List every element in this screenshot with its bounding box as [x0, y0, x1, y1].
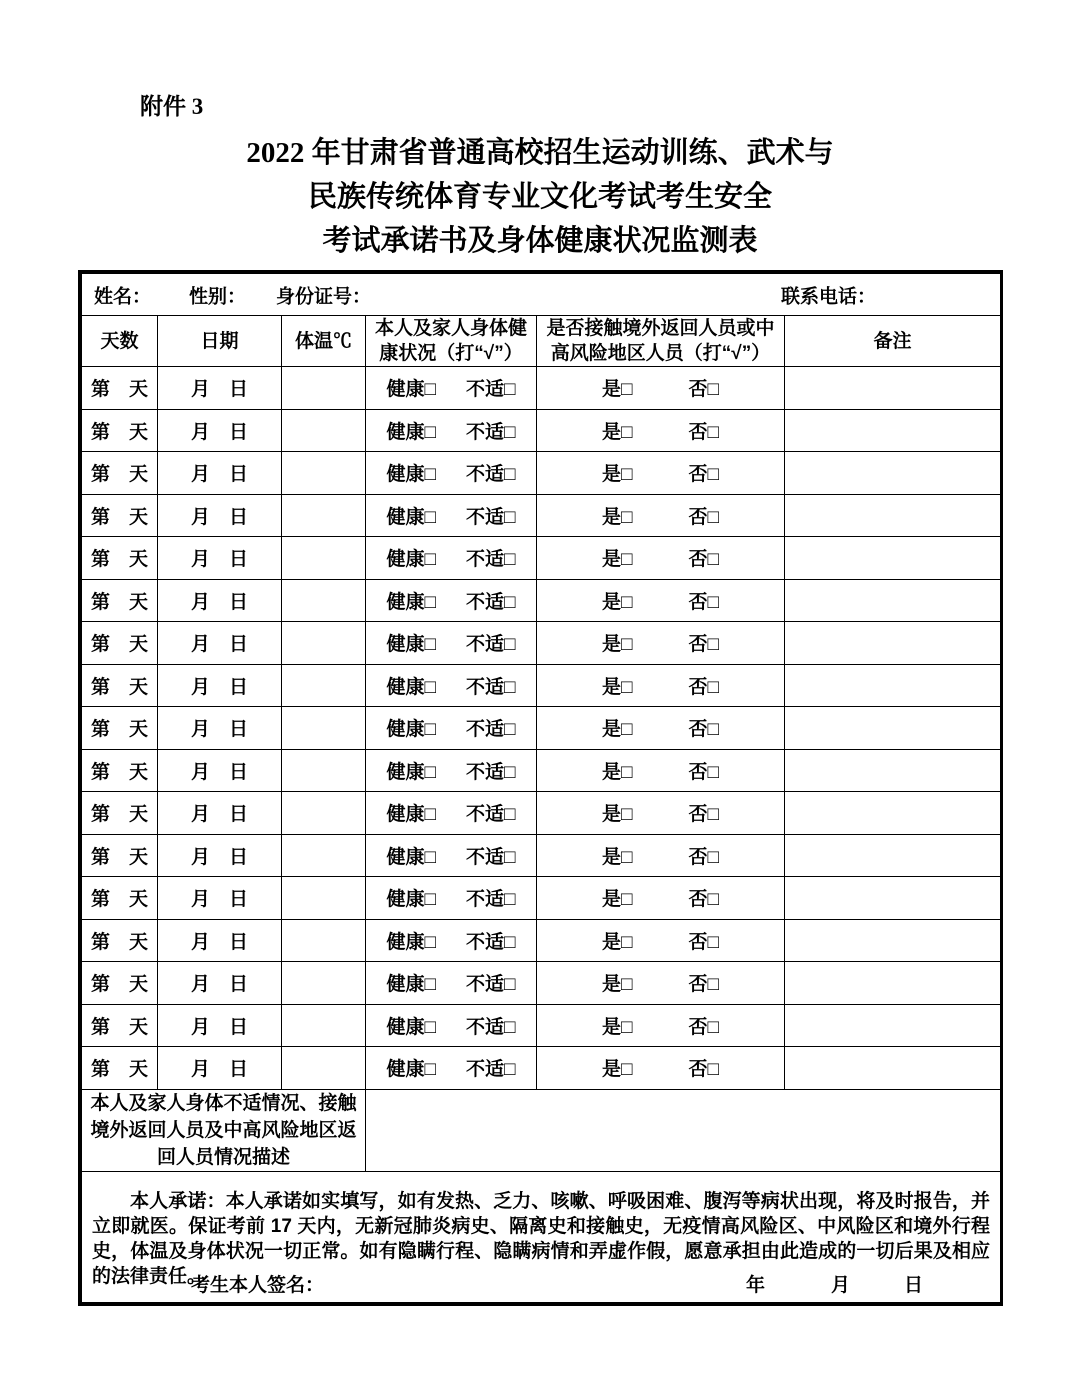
health-status-cell [366, 877, 537, 920]
day-number-cell [82, 749, 158, 792]
date-label: 月 日 [190, 421, 248, 443]
healthy-checkbox: 健康□ [386, 761, 436, 783]
contact-risk-cell [537, 622, 785, 665]
healthy-checkbox: 健康□ [386, 804, 436, 826]
unwell-checkbox: 不适□ [466, 761, 516, 783]
day-number-label: 第 天 [90, 549, 148, 571]
contact-no-checkbox: 否□ [688, 931, 719, 953]
contact-no-checkbox: 否□ [688, 591, 719, 613]
contact-yes-checkbox: 是□ [602, 1016, 633, 1038]
contact-yes-checkbox: 是□ [602, 549, 633, 571]
day-monitor-row [82, 792, 1001, 835]
health-status-cell [366, 367, 537, 410]
date-label: 月 日 [190, 804, 248, 826]
day-number-cell [82, 494, 158, 537]
contact-yes-checkbox: 是□ [602, 421, 633, 443]
day-number-label: 第 天 [90, 506, 148, 528]
date-cell [158, 792, 282, 835]
date-label: 月 日 [190, 634, 248, 656]
sign-year-label: 年 [746, 1274, 766, 1296]
contact-risk-cell [537, 792, 785, 835]
day-monitor-row [82, 962, 1001, 1005]
day-number-cell [82, 1004, 158, 1047]
date-label: 月 日 [190, 591, 248, 613]
contact-yes-checkbox: 是□ [602, 379, 633, 401]
temperature-cell [282, 409, 366, 452]
col-header-contact: 是否接触境外返回人员或中高风险地区人员（打“√”） [537, 316, 785, 367]
temperature-cell [282, 792, 366, 835]
remark-cell [785, 707, 1001, 750]
date-cell [158, 494, 282, 537]
health-status-cell [366, 494, 537, 537]
healthy-checkbox: 健康□ [386, 421, 436, 443]
description-label-cell: 本人及家人身体不适情况、接触境外返回人员及中高风险地区返回人员情况描述 [82, 1089, 366, 1171]
day-number-cell [82, 792, 158, 835]
healthy-checkbox: 健康□ [386, 889, 436, 911]
contact-no-checkbox: 否□ [688, 676, 719, 698]
unwell-checkbox: 不适□ [466, 676, 516, 698]
unwell-checkbox: 不适□ [466, 804, 516, 826]
day-monitor-row [82, 367, 1001, 410]
day-monitor-row [82, 749, 1001, 792]
temperature-cell [282, 749, 366, 792]
unwell-checkbox: 不适□ [466, 846, 516, 868]
date-cell [158, 962, 282, 1005]
remark-cell [785, 494, 1001, 537]
remark-cell [785, 664, 1001, 707]
date-label: 月 日 [190, 761, 248, 783]
day-monitor-row [82, 707, 1001, 750]
contact-no-checkbox: 否□ [688, 889, 719, 911]
temperature-cell [282, 622, 366, 665]
day-number-label: 第 天 [90, 889, 148, 911]
contact-yes-checkbox: 是□ [602, 889, 633, 911]
sign-month-label: 月 [831, 1274, 851, 1296]
day-number-label: 第 天 [90, 846, 148, 868]
health-status-cell [366, 834, 537, 877]
remark-cell [785, 877, 1001, 920]
day-number-cell [82, 622, 158, 665]
day-monitor-row [82, 1047, 1001, 1090]
unwell-checkbox: 不适□ [466, 506, 516, 528]
document-title [0, 131, 1080, 263]
day-monitor-row [82, 494, 1001, 537]
contact-yes-checkbox: 是□ [602, 591, 633, 613]
remark-cell [785, 452, 1001, 495]
day-number-cell [82, 707, 158, 750]
unwell-checkbox: 不适□ [466, 719, 516, 741]
contact-risk-cell [537, 877, 785, 920]
temperature-cell [282, 919, 366, 962]
commitment-cell [82, 1171, 1001, 1302]
contact-risk-cell [537, 367, 785, 410]
remark-cell [785, 1047, 1001, 1090]
commitment-text: 本人承诺：本人承诺如实填写，如有发热、乏力、咳嗽、呼吸困难、腹泻等病状出现，将及时报告，并立即就医。保证考前 17 天内，无新冠肺炎病史、隔离史和接触史，无疫情高风险区、中风险区和境外行程史，体温及身体状况一切正常。如有隐瞒行程、隐瞒病情和弄虚作假，愿意承担由此造成的一切后果及相应的法律责任。 [92, 1191, 991, 1287]
contact-risk-cell [537, 579, 785, 622]
contact-risk-cell [537, 452, 785, 495]
remark-cell [785, 834, 1001, 877]
description-row [82, 1089, 1001, 1171]
contact-risk-cell [537, 834, 785, 877]
health-monitor-form-table [78, 270, 1003, 1306]
remark-cell [785, 962, 1001, 1005]
date-cell [158, 579, 282, 622]
day-monitor-row [82, 622, 1001, 665]
date-cell [158, 707, 282, 750]
contact-risk-cell [537, 409, 785, 452]
day-monitor-row [82, 452, 1001, 495]
day-number-cell [82, 877, 158, 920]
phone-label: 联系电话： [781, 286, 877, 307]
health-status-cell [366, 792, 537, 835]
temperature-cell [282, 367, 366, 410]
contact-no-checkbox: 否□ [688, 464, 719, 486]
day-number-cell [82, 834, 158, 877]
remark-cell [785, 622, 1001, 665]
unwell-checkbox: 不适□ [466, 379, 516, 401]
day-monitor-row [82, 409, 1001, 452]
date-cell [158, 537, 282, 580]
day-number-label: 第 天 [90, 761, 148, 783]
contact-yes-checkbox: 是□ [602, 634, 633, 656]
contact-no-checkbox: 否□ [688, 974, 719, 996]
health-status-cell [366, 579, 537, 622]
temperature-cell [282, 452, 366, 495]
col-header-date: 日期 [158, 316, 282, 367]
day-monitor-row [82, 834, 1001, 877]
day-number-label: 第 天 [90, 974, 148, 996]
health-status-cell [366, 919, 537, 962]
sign-day-label: 日 [904, 1274, 924, 1296]
contact-risk-cell [537, 537, 785, 580]
day-number-cell [82, 579, 158, 622]
date-cell [158, 409, 282, 452]
healthy-checkbox: 健康□ [386, 931, 436, 953]
date-label: 月 日 [190, 974, 248, 996]
contact-yes-checkbox: 是□ [602, 719, 633, 741]
contact-yes-checkbox: 是□ [602, 974, 633, 996]
date-cell [158, 919, 282, 962]
health-status-cell [366, 622, 537, 665]
candidate-info-cell [82, 274, 1001, 316]
day-number-label: 第 天 [90, 421, 148, 443]
health-status-cell [366, 749, 537, 792]
day-number-cell [82, 1047, 158, 1090]
day-number-cell [82, 537, 158, 580]
signature-label: 考生本人签名： [191, 1274, 325, 1296]
health-status-cell [366, 452, 537, 495]
contact-risk-cell [537, 1004, 785, 1047]
day-number-cell [82, 409, 158, 452]
healthy-checkbox: 健康□ [386, 591, 436, 613]
remark-cell [785, 409, 1001, 452]
unwell-checkbox: 不适□ [466, 464, 516, 486]
day-number-cell [82, 664, 158, 707]
date-cell [158, 749, 282, 792]
unwell-checkbox: 不适□ [466, 591, 516, 613]
attachment-label: 附件 3 [140, 94, 204, 119]
date-cell [158, 877, 282, 920]
description-value-cell [366, 1089, 1001, 1171]
col-header-days: 天数 [82, 316, 158, 367]
health-status-cell [366, 537, 537, 580]
contact-risk-cell [537, 707, 785, 750]
contact-no-checkbox: 否□ [688, 804, 719, 826]
date-label: 月 日 [190, 676, 248, 698]
day-number-label: 第 天 [90, 464, 148, 486]
contact-risk-cell [537, 664, 785, 707]
unwell-checkbox: 不适□ [466, 889, 516, 911]
health-status-cell [366, 1004, 537, 1047]
id-number-label: 身份证号： [276, 286, 372, 307]
health-status-cell [366, 707, 537, 750]
day-rows-body [82, 367, 1001, 1090]
healthy-checkbox: 健康□ [386, 634, 436, 656]
health-status-cell [366, 664, 537, 707]
signature-line [82, 1270, 1000, 1296]
contact-no-checkbox: 否□ [688, 634, 719, 656]
day-number-label: 第 天 [90, 1059, 148, 1081]
healthy-checkbox: 健康□ [386, 974, 436, 996]
day-number-cell [82, 367, 158, 410]
remark-cell [785, 537, 1001, 580]
day-monitor-row [82, 919, 1001, 962]
day-monitor-row [82, 877, 1001, 920]
health-status-cell [366, 962, 537, 1005]
contact-risk-cell [537, 1047, 785, 1090]
contact-no-checkbox: 否□ [688, 1016, 719, 1038]
remark-cell [785, 579, 1001, 622]
healthy-checkbox: 健康□ [386, 549, 436, 571]
day-number-label: 第 天 [90, 931, 148, 953]
contact-risk-cell [537, 919, 785, 962]
day-number-cell [82, 962, 158, 1005]
date-cell [158, 1004, 282, 1047]
temperature-cell [282, 834, 366, 877]
contact-yes-checkbox: 是□ [602, 464, 633, 486]
temperature-cell [282, 707, 366, 750]
contact-yes-checkbox: 是□ [602, 804, 633, 826]
temperature-cell [282, 1047, 366, 1090]
remark-cell [785, 792, 1001, 835]
contact-yes-checkbox: 是□ [602, 676, 633, 698]
column-header-row [82, 316, 1001, 367]
unwell-checkbox: 不适□ [466, 974, 516, 996]
healthy-checkbox: 健康□ [386, 846, 436, 868]
temperature-cell [282, 579, 366, 622]
date-cell [158, 664, 282, 707]
healthy-checkbox: 健康□ [386, 1059, 436, 1081]
contact-risk-cell [537, 749, 785, 792]
unwell-checkbox: 不适□ [466, 1059, 516, 1081]
date-label: 月 日 [190, 379, 248, 401]
remark-cell [785, 919, 1001, 962]
contact-yes-checkbox: 是□ [602, 846, 633, 868]
day-number-label: 第 天 [90, 1016, 148, 1038]
contact-yes-checkbox: 是□ [602, 506, 633, 528]
date-label: 月 日 [190, 931, 248, 953]
contact-no-checkbox: 否□ [688, 379, 719, 401]
date-cell [158, 622, 282, 665]
date-label: 月 日 [190, 506, 248, 528]
contact-no-checkbox: 否□ [688, 506, 719, 528]
healthy-checkbox: 健康□ [386, 719, 436, 741]
contact-risk-cell [537, 962, 785, 1005]
unwell-checkbox: 不适□ [466, 1016, 516, 1038]
temperature-cell [282, 962, 366, 1005]
day-number-cell [82, 452, 158, 495]
date-cell [158, 1047, 282, 1090]
date-label: 月 日 [190, 549, 248, 571]
date-label: 月 日 [190, 719, 248, 741]
title-line-1: 2022 年甘肃省普通高校招生运动训练、武术与 [246, 137, 834, 169]
contact-yes-checkbox: 是□ [602, 931, 633, 953]
healthy-checkbox: 健康□ [386, 676, 436, 698]
date-label: 月 日 [190, 464, 248, 486]
day-number-label: 第 天 [90, 804, 148, 826]
healthy-checkbox: 健康□ [386, 379, 436, 401]
healthy-checkbox: 健康□ [386, 1016, 436, 1038]
temperature-cell [282, 537, 366, 580]
day-monitor-row [82, 664, 1001, 707]
contact-no-checkbox: 否□ [688, 719, 719, 741]
day-number-cell [82, 919, 158, 962]
commitment-row [82, 1171, 1001, 1302]
remark-cell [785, 367, 1001, 410]
day-monitor-row [82, 537, 1001, 580]
day-monitor-row [82, 1004, 1001, 1047]
unwell-checkbox: 不适□ [466, 931, 516, 953]
contact-no-checkbox: 否□ [688, 1059, 719, 1081]
date-cell [158, 452, 282, 495]
date-label: 月 日 [190, 1059, 248, 1081]
unwell-checkbox: 不适□ [466, 549, 516, 571]
temperature-cell [282, 494, 366, 537]
contact-yes-checkbox: 是□ [602, 1059, 633, 1081]
col-header-temperature: 体温℃ [282, 316, 366, 367]
col-header-health: 本人及家人身体健康状况（打“√”） [366, 316, 537, 367]
day-number-label: 第 天 [90, 719, 148, 741]
date-label: 月 日 [190, 846, 248, 868]
day-number-label: 第 天 [90, 676, 148, 698]
date-label: 月 日 [190, 1016, 248, 1038]
health-status-cell [366, 1047, 537, 1090]
contact-risk-cell [537, 494, 785, 537]
candidate-info-row [82, 274, 1001, 316]
temperature-cell [282, 1004, 366, 1047]
remark-cell [785, 749, 1001, 792]
contact-yes-checkbox: 是□ [602, 761, 633, 783]
title-line-2: 民族传统体育专业文化考试考生安全 [307, 181, 772, 213]
day-number-label: 第 天 [90, 379, 148, 401]
healthy-checkbox: 健康□ [386, 464, 436, 486]
temperature-cell [282, 877, 366, 920]
contact-no-checkbox: 否□ [688, 549, 719, 571]
day-number-label: 第 天 [90, 634, 148, 656]
temperature-cell [282, 664, 366, 707]
col-header-remark: 备注 [785, 316, 1001, 367]
remark-cell [785, 1004, 1001, 1047]
contact-no-checkbox: 否□ [688, 846, 719, 868]
contact-no-checkbox: 否□ [688, 761, 719, 783]
health-status-cell [366, 409, 537, 452]
name-label: 姓名： [94, 286, 152, 307]
gender-label: 性别： [189, 286, 247, 307]
day-number-label: 第 天 [90, 591, 148, 613]
unwell-checkbox: 不适□ [466, 421, 516, 443]
contact-no-checkbox: 否□ [688, 421, 719, 443]
day-monitor-row [82, 579, 1001, 622]
date-cell [158, 834, 282, 877]
title-line-3: 考试承诺书及身体健康状况监测表 [322, 225, 758, 257]
unwell-checkbox: 不适□ [466, 634, 516, 656]
date-label: 月 日 [190, 889, 248, 911]
date-cell [158, 367, 282, 410]
healthy-checkbox: 健康□ [386, 506, 436, 528]
